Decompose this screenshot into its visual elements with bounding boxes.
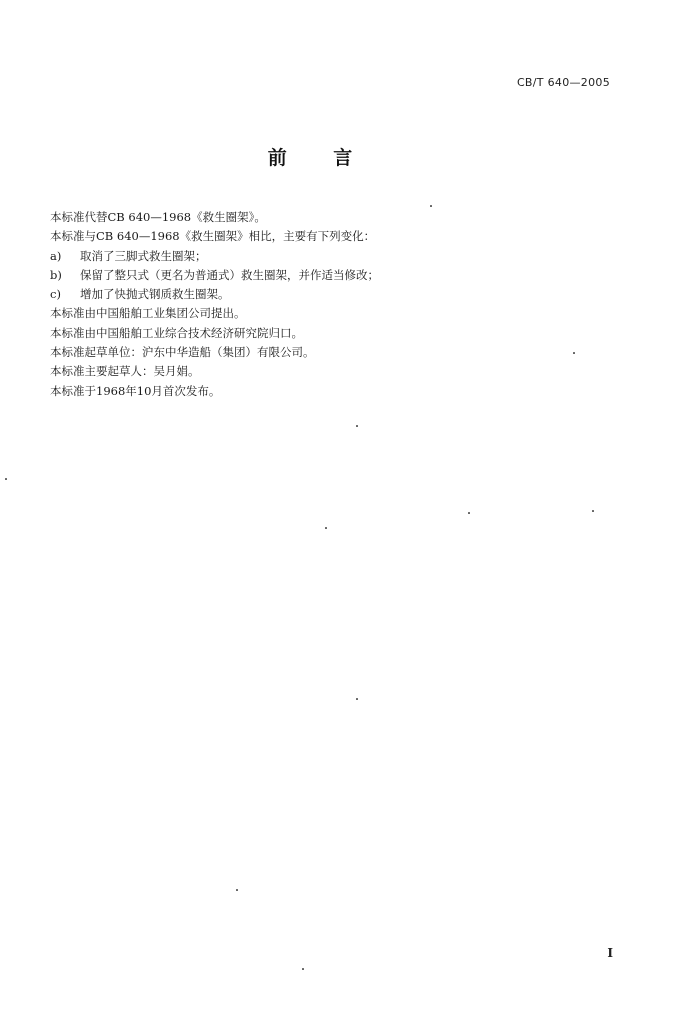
statement: 本标准由中国船舶工业集团公司提出。 (50, 306, 246, 321)
statement: 本标准主要起草人：吴月娟。 (50, 364, 200, 379)
change-text: 保留了整只式（更名为普通式）救生圈架，并作适当修改； (80, 267, 379, 282)
statement: 本标准起草单位：沪东中华造船（集团）有限公司。 (50, 345, 315, 360)
statement: 本标准于1968年10月首次发布。 (50, 383, 221, 398)
scan-speck (236, 889, 238, 891)
change-item (50, 247, 620, 266)
foreword-body (50, 208, 620, 401)
page-title: 前 言 (267, 147, 373, 169)
page-number: I (607, 946, 613, 960)
change-marker: a) (50, 248, 62, 263)
scan-speck (302, 968, 304, 970)
paragraph: 本标准代替CB 640—1968《救生圈架》。 (50, 210, 266, 224)
scan-speck (573, 352, 575, 354)
change-item (50, 266, 620, 285)
scan-speck (325, 527, 327, 529)
change-marker: c) (50, 287, 61, 302)
scan-speck (468, 512, 470, 514)
change-text: 增加了快抛式钢质救生圈架。 (80, 287, 230, 302)
standard-code: CB/T 640—2005 (516, 76, 610, 89)
change-item (50, 285, 620, 304)
scan-speck (356, 698, 358, 700)
change-text: 取消了三脚式救生圈架； (80, 248, 207, 263)
scan-speck (592, 510, 594, 512)
change-marker: b) (50, 267, 62, 282)
paragraph: 本标准与CB 640—1968《救生圈架》相比，主要有下列变化： (50, 229, 376, 244)
scan-speck (5, 478, 7, 480)
statement: 本标准由中国船舶工业综合技术经济研究院归口。 (50, 325, 303, 340)
scan-speck (430, 205, 432, 207)
scan-speck (356, 425, 358, 427)
